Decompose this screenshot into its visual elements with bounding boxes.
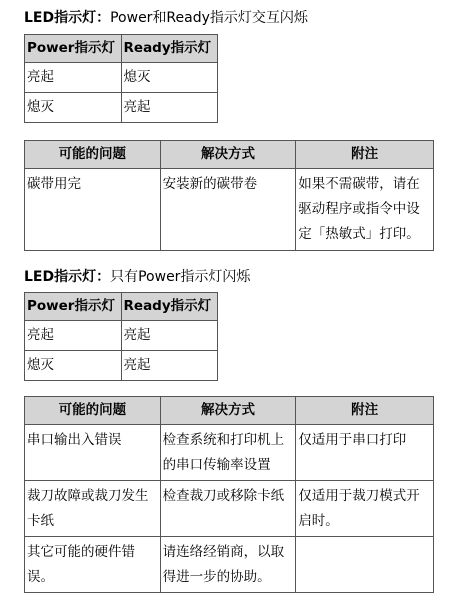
cell-solution: 检查裁刀或移除卡纸 [160, 481, 296, 537]
header-power: Power指示灯 [25, 293, 122, 321]
cell-problem: 其它可能的硬件错误。 [25, 537, 161, 593]
table-row [25, 63, 218, 93]
cell-solution: 检查系统和打印机上的串口传输率设置 [160, 425, 296, 481]
section1-heading-text: Power和Ready指示灯交互闪烁 [110, 10, 308, 26]
cell-power: 熄灭 [25, 351, 122, 381]
cell-problem: 串口输出入错误 [25, 425, 161, 481]
table-header-row [25, 397, 434, 425]
header-solution: 解决方式 [160, 397, 296, 425]
table-row [25, 425, 434, 481]
cell-ready: 熄灭 [121, 63, 217, 93]
cell-solution: 安装新的碳带卷 [160, 169, 296, 251]
troubleshoot-table-1 [24, 140, 434, 251]
header-problem: 可能的问题 [25, 141, 161, 169]
troubleshoot-table-2 [24, 396, 434, 593]
table-header-row [25, 293, 218, 321]
cell-ready: 亮起 [121, 351, 217, 381]
cell-problem: 裁刀故障或裁刀发生卡纸 [25, 481, 161, 537]
header-note: 附注 [296, 141, 434, 169]
table-row [25, 321, 218, 351]
table-header-row [25, 141, 434, 169]
cell-power: 熄灭 [25, 93, 122, 123]
section3-heading-text: 只有Power指示灯闪烁 [110, 269, 251, 285]
section3-heading-bold: LED指示灯： [24, 269, 111, 285]
table-row [25, 93, 218, 123]
cell-problem: 碳带用完 [25, 169, 161, 251]
cell-power: 亮起 [25, 63, 122, 93]
section1-heading [24, 9, 308, 27]
led-state-table-2 [24, 292, 218, 381]
table-row [25, 169, 434, 251]
cell-note: 仅适用于串口打印 [296, 425, 434, 481]
section3-heading [24, 268, 250, 286]
cell-note: 仅适用于裁刀模式开启时。 [296, 481, 434, 537]
header-power: Power指示灯 [25, 35, 122, 63]
header-solution: 解决方式 [160, 141, 296, 169]
section1-heading-bold: LED指示灯： [24, 10, 111, 26]
table-header-row [25, 35, 218, 63]
table-row [25, 537, 434, 593]
cell-ready: 亮起 [121, 93, 217, 123]
cell-power: 亮起 [25, 321, 122, 351]
header-problem: 可能的问题 [25, 397, 161, 425]
header-ready: Ready指示灯 [121, 293, 217, 321]
table-row [25, 351, 218, 381]
header-ready: Ready指示灯 [121, 35, 217, 63]
cell-ready: 亮起 [121, 321, 217, 351]
cell-note [296, 537, 434, 593]
cell-solution: 请连络经销商，以取得进一步的协助。 [160, 537, 296, 593]
cell-note: 如果不需碳带，请在驱动程序或指令中设定「热敏式」打印。 [296, 169, 434, 251]
table-row [25, 481, 434, 537]
header-note: 附注 [296, 397, 434, 425]
led-state-table-1 [24, 34, 218, 123]
